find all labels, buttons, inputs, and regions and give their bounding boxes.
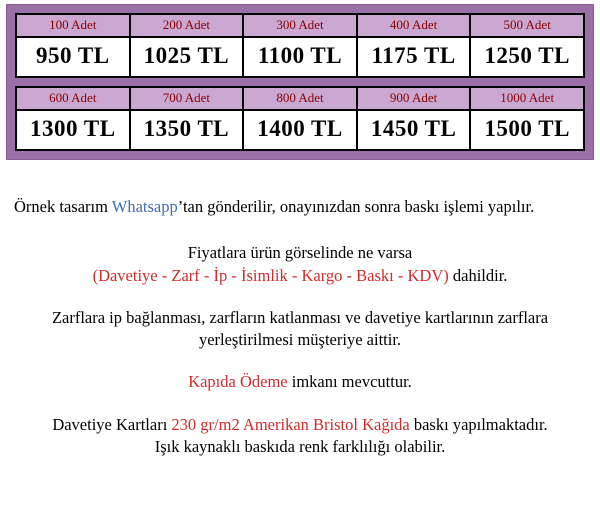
note-text-part: Fiyatlara ürün görselinde ne varsa — [187, 243, 413, 263]
price-value: 950 TL — [36, 43, 110, 68]
note-customer-responsibility: Zarflara ip bağlanması, zarfların katlanması ve davetiye kartlarının zarflara yerleştirilmesi müşteriye aittir. — [51, 307, 549, 350]
pricing-cell — [244, 15, 358, 76]
price-value: 1500 TL — [484, 116, 570, 141]
quantity-label: 900 Adet — [358, 88, 470, 111]
pricing-cell — [471, 88, 583, 149]
price-value: 1175 TL — [371, 43, 456, 68]
note-sample-design — [10, 196, 590, 218]
paper-spec-label: 230 gr/m2 Amerikan Bristol Kağıda — [171, 414, 410, 434]
quantity-label: 100 Adet — [17, 15, 129, 38]
price-value: 1300 TL — [30, 116, 116, 141]
note-text-part: dahildir. — [448, 265, 508, 285]
quantity-label: 600 Adet — [17, 88, 129, 111]
note-price-includes — [10, 242, 590, 287]
pricing-row — [15, 86, 585, 151]
pricing-cell — [17, 88, 131, 149]
quantity-label: 400 Adet — [358, 15, 470, 38]
price-value: 1450 TL — [370, 116, 457, 141]
quantity-label: 300 Adet — [244, 15, 356, 38]
note-cash-on-delivery — [10, 371, 590, 393]
pricing-cell — [244, 88, 358, 149]
included-items: (Davetiye - Zarf - İp - İsimlik - Kargo - Baskı - KDV) — [92, 265, 449, 285]
note-text-part: ’tan gönderilir, onayınızdan sonra baskı işlemi yapılır. — [177, 197, 535, 216]
whatsapp-label: Whatsapp — [111, 197, 178, 216]
cash-on-delivery-label: Kapıda Ödeme — [188, 372, 288, 392]
price-value: 1025 TL — [143, 43, 230, 68]
quantity-label: 800 Adet — [244, 88, 356, 111]
pricing-table — [6, 4, 594, 160]
quantity-label: 1000 Adet — [471, 88, 583, 111]
quantity-label: 500 Adet — [471, 15, 583, 38]
note-paper-type — [10, 414, 590, 459]
note-color-warning: Işık kaynaklı baskıda renk farklılığı olabilir. — [154, 436, 446, 456]
pricing-cell — [131, 88, 245, 149]
pricing-cell — [358, 15, 472, 76]
note-text-part: Örnek tasarım — [14, 197, 112, 216]
note-text-part: baskı yapılmaktadır. — [409, 414, 548, 434]
pricing-row — [15, 13, 585, 78]
note-text-part: Davetiye Kartları — [52, 414, 172, 434]
pricing-cell — [17, 15, 131, 76]
page-root — [0, 4, 600, 526]
pricing-cell — [471, 15, 583, 76]
pricing-cell — [131, 15, 245, 76]
quantity-label: 700 Adet — [131, 88, 243, 111]
price-value: 1250 TL — [484, 43, 570, 68]
notes-section — [0, 160, 600, 458]
quantity-label: 200 Adet — [131, 15, 243, 38]
price-value: 1100 TL — [257, 43, 343, 68]
price-value: 1350 TL — [143, 116, 230, 141]
pricing-cell — [358, 88, 472, 149]
note-text-part: imkanı mevcuttur. — [287, 372, 412, 392]
price-value: 1400 TL — [257, 116, 343, 141]
